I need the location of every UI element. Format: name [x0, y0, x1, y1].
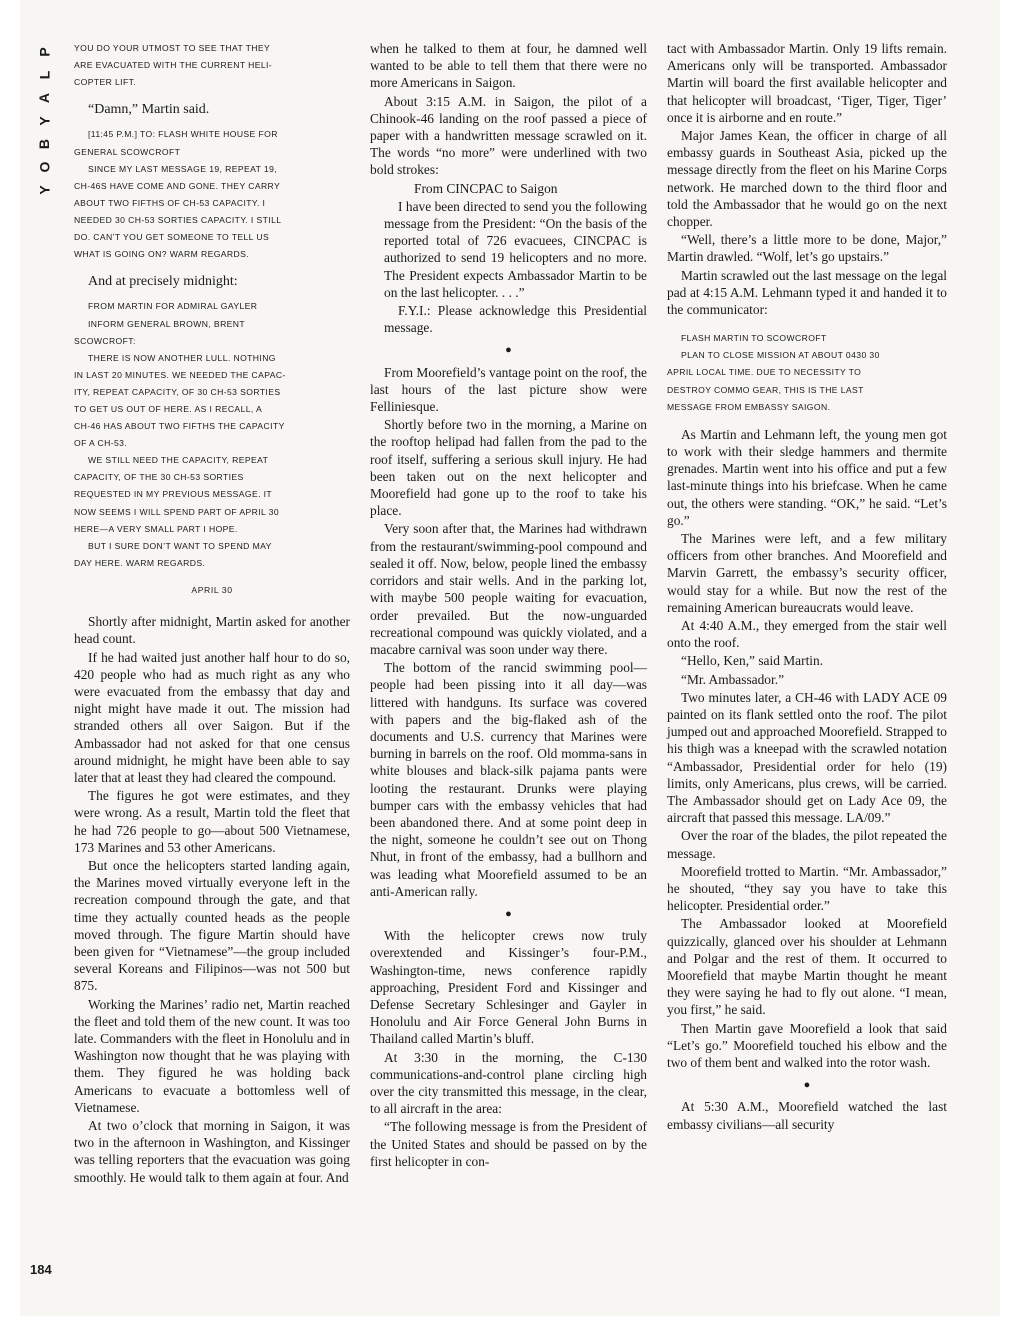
body-paragraph: “Damn,” Martin said. — [88, 102, 210, 118]
cable-line: THERE IS NOW ANOTHER LULL. NOTHING — [88, 352, 276, 363]
cable-line: SINCE MY LAST MESSAGE 19, REPEAT 19, — [88, 163, 278, 174]
cable-line: FROM MARTIN FOR ADMIRAL GAYLER — [88, 301, 258, 312]
cable-line: CAPACITY, OF THE 30 CH-53 SORTIES — [74, 472, 244, 483]
cable-line: GENERAL SCOWCROFT — [74, 146, 181, 157]
quoted-message — [370, 198, 647, 337]
body-paragraph: The Marines were left, and a few military officers from other branches. And Moorefield and Marvin Garrett, the embassy’s security officer, would stay for a while. But now the rest of the remaining American bureaucrats would leave. — [667, 530, 947, 615]
cable-line: ABOUT TWO FIFTHS OF CH-53 CAPACITY. I — [74, 197, 266, 208]
running-head-letter: Y — [36, 184, 53, 195]
cable-line: FLASH MARTIN TO SCOWCROFT — [681, 333, 827, 344]
body-paragraph: when he talked to them at four, he damned well wanted to be able to tell them that there were no more Americans in Saigon. — [370, 41, 647, 91]
body-paragraph: About 3:15 A.M. in Saigon, the pilot of a Chinook-46 landing on the roof passed a piece of paper with a handwritten message scrawled on it. The words “no more” were underlined with two bold strokes: — [370, 93, 647, 178]
body-paragraph: Moorefield trotted to Martin. “Mr. Ambassador,” he shouted, “they say you have to take this helicopter. Presidential order.” — [667, 863, 947, 914]
body-paragraph: At 5:30 A.M., Moorefield watched the last embassy civilians—all security — [667, 1099, 947, 1132]
body-paragraph: At two o’clock that morning in Saigon, it was two in the afternoon in Washington, and Kissinger was telling reporters that the evacuation was going smoothly. He would talk to them again at four. And — [74, 1118, 350, 1185]
cable-line: MESSAGE FROM EMBASSY SAIGON. — [667, 401, 831, 412]
body-paragraph: The bottom of the rancid swimming pool—people had been pissing into it all day—was littered with handguns. Its surface was covered with papers and the big-flaked ash of the documents and U.S. currency that Marines were burning in barrels on the roof. Old momma-sans in white blouses and black-silk pajama pants were looting the restaurant. Drunks were playing bumper cars with the embassy vehicles that had been abandoned there. And at some point deep in the night, someone he couldn’t see out on Thong Nhut, in front of the embassy, had a bullhorn and was leading what Moorefield assumed to be an anti-American rally. — [370, 660, 647, 899]
body-paragraph: The figures he got were estimates, and they were wrong. As a result, Martin told the fleet that he had 726 people to go—about 500 Vietnamese, 173 Marines and 53 other Americans. — [74, 788, 350, 855]
cable-line: YOU DO YOUR UTMOST TO SEE THAT THEY — [74, 43, 271, 53]
running-head-letter: L — [36, 69, 53, 80]
cable-line: CH-46S HAVE COME AND GONE. THEY CARRY — [74, 180, 281, 191]
cable-line: HERE—A VERY SMALL PART I HOPE. — [74, 523, 238, 534]
body-paragraph: From Moorefield’s vantage point on the roof, the last hours of the last picture show were Felliniesque. — [370, 364, 647, 415]
page-number: 184 — [30, 1262, 52, 1277]
column-3 — [667, 40, 947, 1134]
body-paragraph: “Well, there’s a little more to be done, Major,” Martin drawled. “Wolf, let’s go upstairs.” — [667, 232, 947, 265]
cable-line: ARE EVACUATED WITH THE CURRENT HELI- — [74, 60, 273, 71]
body-paragraph: Major James Kean, the officer in charge of all embassy guards in Southeast Asia, picked up the message directly from the fleet on his Marine Corps network. He marched down to the third floor and told the Ambassador that he would go on the next chopper. — [667, 128, 947, 230]
running-head-letter: A — [36, 91, 53, 104]
body-paragraph: Over the roar of the blades, the pilot repeated the message. — [667, 828, 947, 861]
body-paragraph: tact with Ambassador Martin. Only 19 lifts remain. Americans only will be transported. Ambassador Martin will board the first available helicopter and that helicopter will broadcast, ‘Tiger, Tiger, Tiger’ once it is airborne and en route.” — [667, 41, 947, 125]
body-paragraph: Shortly before two in the morning, a Marine on the rooftop helipad had fallen from the pad to the roof itself, suffering a serious skull injury. He had been taken out on the next helicopter and Moorefield had gone up to the roof to take his place. — [370, 417, 647, 519]
running-head-letter: P — [36, 46, 53, 57]
cable-line: DAY HERE. WARM REGARDS. — [74, 557, 206, 568]
cable-line: TO GET US OUT OF HERE. AS I RECALL, A — [74, 404, 263, 414]
running-head-letter: Y — [36, 115, 53, 126]
cable-line: NOW SEEMS I WILL SPEND PART OF APRIL 30 — [74, 506, 280, 517]
section-bullet: ● — [505, 344, 512, 357]
cable-line: WE STILL NEED THE CAPACITY, REPEAT — [88, 455, 269, 466]
cable-excerpt — [74, 126, 350, 263]
body-paragraph: But once the helicopters started landing again, the Marines moved virtually everyone left in the recreation compound through the gate, and that time they actually counted heads as the people moved through. The figure Martin should have been given for “Vietnamese”—the group included several Koreans and Filipinos—was not 500 but 875. — [74, 857, 350, 994]
cable-line: SCOWCROFT: — [74, 335, 136, 346]
section-bullet: ● — [803, 1079, 811, 1092]
body-paragraph: As Martin and Lehmann left, the young men got to work with their sledge hammers and thermite grenades. Martin went into his office and put a few last-minute things into his briefcase. When he came out, the others were standing. “OK,” he said. “Let’s go.” — [667, 426, 947, 528]
message-paragraph: I have been directed to send you the following message from the President: “On the basis of the reported total of 726 evacuees, CINCPAC is authorized to send 19 helicopters and no more. The President expects Ambassador Martin to be on the last helicopter. . . .” — [384, 198, 647, 300]
cable-line: PLAN TO CLOSE MISSION AT ABOUT 0430 30 — [681, 350, 880, 361]
cable-line: COPTER LIFT. — [74, 77, 137, 88]
message-paragraph: F.Y.I.: Please acknowledge this Presidential message. — [384, 303, 647, 336]
message-heading: From CINCPAC to Saigon — [414, 180, 558, 196]
running-head-letter: B — [36, 137, 53, 150]
running-head — [34, 40, 56, 201]
body-paragraph: The Ambassador looked at Moorefield quizzically, glanced over his shoulder at Lehmann and Polgar and the rest of them. It occurred to Moorefield that maybe Martin thought he meant they were saying he had to fly out alone. “I mean, you first,” he said. — [667, 916, 947, 1018]
body-paragraph: If he had waited just another half hour to do so, 420 people who had as much right as any who were evacuated from the embassy that day and night might have made it out. The mission had stranded others all over Saigon. But if the Ambassador had not asked for that one census around midnight, he might have been able to say later that at least they had cleared the compound. — [74, 649, 350, 785]
cable-line: CH-46 HAS ABOUT TWO FIFTHS THE CAPACITY — [74, 421, 285, 432]
date-heading: APRIL 30 — [191, 584, 233, 595]
body-paragraph: At 3:30 in the morning, the C-130 communications-and-control plane circling high over the city transmitted this message, in the clear, to all aircraft in the area: — [370, 1049, 647, 1117]
cable-line: DESTROY COMMO GEAR, THIS IS THE LAST — [667, 384, 864, 395]
body-paragraph: Very soon after that, the Marines had withdrawn from the restaurant/swimming-pool compound and sealed it off. Now, below, people lined the embassy corridors and stair wells. And in the parking lot, with maybe 500 people waiting for evacuation, order prevailed. But the now-unguarded recreational compound was quickly violated, and a macabre carnival was soon under way there. — [370, 521, 647, 657]
cable-line: [11:45 P.M.] TO: FLASH WHITE HOUSE FOR — [88, 129, 278, 140]
body-paragraph: “Mr. Ambassador.” — [681, 671, 785, 687]
cable-line: REQUESTED IN MY PREVIOUS MESSAGE. IT — [74, 489, 273, 500]
cable-excerpt — [667, 330, 947, 415]
body-paragraph: And at precisely midnight: — [88, 274, 238, 290]
magazine-page — [20, 0, 1000, 1316]
cable-line: INFORM GENERAL BROWN, BRENT — [88, 318, 246, 329]
cable-line: ITY, REPEAT CAPACITY, OF 30 CH-53 SORTIES — [74, 386, 281, 397]
cable-line: BUT I SURE DON’T WANT TO SPEND MAY — [88, 540, 272, 551]
body-paragraph: Shortly after midnight, Martin asked for another head count. — [74, 614, 350, 647]
cable-excerpt — [74, 40, 350, 91]
column-2 — [370, 40, 647, 1171]
body-paragraph: Then Martin gave Moorefield a look that said “Let’s go.” Moorefield touched his elbow and the two of them bent and walked into the rotor wash. — [667, 1020, 947, 1071]
body-paragraph: Working the Marines’ radio net, Martin reached the fleet and told them of the new count. It was too late. Commanders with the fleet in Honolulu and in Washington now thought that he was playing with them. They figured he was holding back Americans to evacuate a bottomless well of Vietnamese. — [74, 996, 350, 1115]
body-paragraph: Two minutes later, a CH-46 with LADY ACE 09 painted on its flank settled onto the roof. The pilot jumped out and approached Moorefield. Strapped to his thigh was a kneepad with the scrawled notation “Ambassador, Presidential order for helo (19) limits, only Americans, plus crews, will be carried. The Ambassador should get on Lady Ace 09, the aircraft that passed this message. LA/09.” — [667, 689, 948, 826]
body-paragraph: With the helicopter crews now truly overextended and Kissinger’s four-P.M., Washington-time, news conference rapidly approaching, President Ford and Kissinger and Defense Secretary Schlesinger and Gayler in Honolulu and Air Force General John Burns in Thailand called Martin’s bluff. — [370, 928, 647, 1047]
running-head-letter: O — [36, 160, 53, 173]
cable-line: IN LAST 20 MINUTES. WE NEEDED THE CAPAC- — [74, 369, 286, 380]
column-1 — [74, 40, 350, 1187]
cable-line: NEEDED 30 CH-53 SORTIES CAPACITY. I STILL — [74, 214, 282, 225]
cable-line: DO. CAN’T YOU GET SOMEONE TO TELL US — [74, 232, 270, 243]
cable-line: APRIL LOCAL TIME. DUE TO NECESSITY TO — [667, 367, 862, 378]
body-paragraph: “The following message is from the President of the United States and should be passed on by the first helicopter in con- — [370, 1119, 647, 1169]
cable-excerpt — [74, 298, 350, 572]
cable-line: WHAT IS GOING ON? WARM REGARDS. — [74, 249, 250, 260]
body-paragraph: At 4:40 A.M., they emerged from the stair well onto the roof. — [667, 617, 947, 651]
body-paragraph: Martin scrawled out the last message on the legal pad at 4:15 A.M. Lehmann typed it and handed it to the communicator: — [667, 267, 947, 318]
cable-line: OF A CH-53. — [74, 438, 128, 449]
body-paragraph: “Hello, Ken,” said Martin. — [681, 653, 824, 669]
section-bullet: ● — [505, 907, 512, 920]
